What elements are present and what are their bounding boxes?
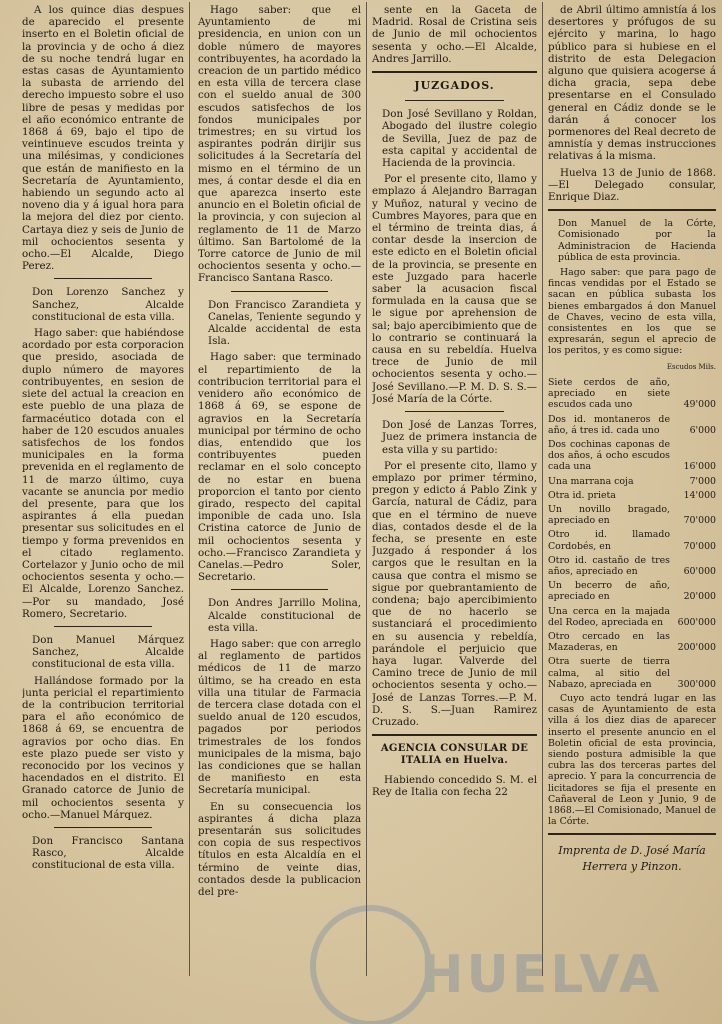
auction-item-description: Otra suerte de tierra calma, al sitio del Nabazo, apreciada en bbox=[548, 656, 670, 690]
printer-imprint bbox=[548, 843, 716, 875]
auction-item-description: Otro id. castaño de tres años, apreciado en bbox=[548, 554, 670, 577]
auction-item-description: Otro cercado en las Mazaderas, en bbox=[548, 630, 670, 654]
auction-item-value: 14'000 bbox=[683, 489, 716, 501]
notice-paragraph: Hago saber: que para pago de fincas vendidas por el Estado se sacan en pública subasta los bienes embargados á don Manuel de Chaves, vecino de esta villa, consistentes en los que se expresarán, segun el aprecio de los peritos, y es como sigue: bbox=[548, 267, 716, 357]
auction-item-row bbox=[548, 476, 716, 490]
auction-item-row bbox=[548, 490, 716, 504]
separator bbox=[405, 411, 504, 412]
separator bbox=[231, 589, 329, 590]
notice-paragraph: A los quince dias despues de aparecido el presente inserto en el Boletin oficial de la provincia y de ocho á diez de su noche tendrá lugar en estas casas de Ayuntamiento la subasta de arriendo del derecho impuesto sobre el uso libre de pesas y medidas por el año económico entrante de 1868 á 69, bajo el tipo de veintinueve escudos treinta y una milésimas, y condiciones que están de manifiesto en la Secretaría de Ayuntamiento, habiendo un segundo acto al noveno dia y á igual hora para la mejora del diez por ciento. Cartaya diez y seis de Junio de mil ochocientos sesenta y ocho.—El Alcalde, Diego Perez. bbox=[22, 4, 184, 273]
auction-item-value: 6'000 bbox=[689, 424, 716, 436]
separator bbox=[54, 827, 151, 828]
auction-item-row bbox=[548, 439, 716, 476]
agency-title: AGENCIA CONSULAR DE ITALIA en Huelva. bbox=[380, 743, 529, 767]
auction-item-description: Un becerro de año, apreciado en bbox=[548, 580, 670, 603]
auction-item-value: 7'000 bbox=[689, 475, 716, 487]
auction-item-row bbox=[548, 580, 716, 605]
separator bbox=[548, 209, 716, 211]
notice-paragraph: de Abril último amnistía á los desertores y prófugos de su ejército y marina, lo hago público para si hubiese en el distrito de esta Delegacion alguno que quisiera acogerse á dicha gracia, sepa debe presentarse en el Consulado general en Cádiz donde se le darán á conocer los pormenores del Real decreto de amnistía y demas instrucciones relativas á la misma. bbox=[548, 4, 716, 163]
notice-paragraph: Hago saber: que el Ayuntamiento de mi presidencia, en union con un doble número de mayores contribuyentes, ha acordado la creacion de un partido médico en esta villa de tercera clase con el sueldo anual de 300 escudos satisfechos de los fondos municipales por trimestres; en su virtud los aspirantes podrán dirijir sus solicitudes á la Secretaría del mismo en el término de un mes, á contar desde el dia en que aparezca inserto este anuncio en el Boletin oficial de la provincia, y con sujecion al reglamento de 11 de Marzo último. San Bartolomé de la Torre catorce de Junio de mil ochocientos sesenta y ocho.—Francisco Santana Rasco. bbox=[198, 4, 361, 285]
notice-paragraph: Cuyo acto tendrá lugar en las casas de Ayuntamiento de esta villa á los diez dias de aparecer inserto el presente anuncio en el Boletin oficial de esta provincia, siendo postura admisible la que cubra las dos terceras partes del aprecio. Y para la concurrencia de licitadores se fija el presente en Cañaveral de Leon y Junio, 9 de 1868.—El Comisionado, Manuel de la Córte. bbox=[548, 692, 716, 828]
auction-item-value: 20'000 bbox=[683, 591, 716, 603]
column-4 bbox=[548, 4, 716, 980]
notice-paragraph: sente en la Gaceta de Madrid. Rosal de Cristina seis de Junio de mil ochocientos sesenta y ocho.—El Alcalde, Andres Jarrillo. bbox=[372, 4, 537, 65]
units-header: Escudos Mils. bbox=[666, 362, 716, 371]
auction-item-value: 16'000 bbox=[683, 461, 716, 473]
auction-item-description: Una marrana coja bbox=[548, 475, 634, 487]
auction-item-value: 300'000 bbox=[677, 678, 716, 690]
separator bbox=[54, 626, 151, 627]
printer-imprint-line: Imprenta de D. José María bbox=[558, 844, 706, 858]
notice-paragraph: En su consecuencia los aspirantes á dicha plaza presentarán sus solicitudes con copia de sus respectivos títulos en esta Alcaldía en el término de veinte dias, contados desde la publicacion del pre- bbox=[198, 800, 361, 899]
printer-imprint-line: Herrera y Pinzon. bbox=[582, 860, 682, 874]
separator bbox=[372, 71, 537, 73]
auction-item-row bbox=[548, 631, 716, 656]
separator bbox=[548, 833, 716, 835]
column-rule bbox=[542, 2, 543, 976]
separator bbox=[54, 278, 151, 279]
notice-heading: Don José Sevillano y Roldan, Abogado del ilustre colegio de Sevilla, Juez de paz de esta capital y accidental de Hacienda de la provincia. bbox=[382, 108, 537, 170]
auction-item-value: 60'000 bbox=[683, 565, 716, 577]
separator bbox=[372, 734, 537, 736]
auction-item-value: 600'000 bbox=[677, 616, 716, 628]
column-3 bbox=[372, 4, 537, 980]
notice-heading: Don Andres Jarrillo Molina, Alcalde constitucional de esta villa. bbox=[208, 597, 361, 634]
auction-item-description: Una cerca en la majada del Rodeo, apreciada en bbox=[548, 605, 670, 628]
notice-paragraph: Por el presente cito, llamo y emplazo por primer término, pregon y edicto á Pablo Zink y García, natural de Cádiz, para que en el término de nueve dias, contados desde el de la fecha, se presente en este Juzgado á responder á los cargos que le resultan en la causa que contra el mismo se sigue por quebrantamiento de condena; bajo apercibimiento que de no hacerlo se sustanciará el procedimiento en su ausencia y rebeldía, parándole el perjuicio que haya lugar. Valverde del Camino trece de Junio de mil ochocientos sesenta y ocho.—José de Lanzas Torres.—P. M. D. S. S.—Juan Ramirez Cruzado. bbox=[372, 459, 537, 728]
notice-signature: Huelva 13 de Junio de 1868.—El Delegado consular, Enrique Diaz. bbox=[548, 166, 716, 204]
auction-item-description: Un novillo bragado, apreciado en bbox=[548, 503, 670, 527]
auction-item-row bbox=[548, 606, 716, 631]
auction-item-value: 200'000 bbox=[677, 642, 716, 654]
notice-heading: Don José de Lanzas Torres, Juez de primera instancia de esta villa y su partido: bbox=[382, 419, 537, 456]
column-1 bbox=[22, 4, 184, 980]
notice-paragraph: Hago saber: que habiéndose acordado por esta corporacion que presido, asociada de duplo número de mayores contribuyentes, en sesion de siete del actual la creacion en este pueblo de una plaza de farmacéutico dotada con el haber de 120 escudos anuales satisfechos de los fondos municipales en la forma prevenida en el reglamento de 11 de marzo último, cuya vacante se anuncia por medio del presente, para que los aspirantes á ella puedan presentar sus solicitudes en el tiempo y forma prevenidos en el citado reglamento. Cortelazor y Junio ocho de mil ochocientos sesenta y ocho.—El Alcalde, Lorenzo Sanchez.—Por su mandado, José Romero, Secretario. bbox=[22, 327, 184, 620]
notice-heading: Don Lorenzo Sanchez y Sanchez, Alcalde constitucional de esta villa. bbox=[32, 286, 184, 323]
auction-items-table bbox=[548, 377, 716, 693]
auction-item-row bbox=[548, 656, 716, 693]
auction-item-description: Otra id. prieta bbox=[548, 489, 616, 501]
notice-paragraph: Hallándose formado por la junta pericial el repartimiento de la contribucion territorial para el año económico de 1868 á 69, se encuentra de agravios por ocho dias. En este plazo puede ser visto y reconocido por los vecinos y hacendados en el distrito. El Granado catorce de Junio de mil ochocientos sesenta y ocho.—Manuel Márquez. bbox=[22, 674, 184, 821]
auction-item-description: Dos cochinas caponas de dos años, á ocho escudos cada una bbox=[548, 438, 670, 473]
auction-item-row bbox=[548, 377, 716, 414]
watermark-text: HUELVA bbox=[420, 945, 663, 1005]
auction-item-description: Siete cerdos de año, apreciado en siete escudos cada uno bbox=[548, 376, 670, 411]
notice-heading: Don Francisco Santana Rasco, Alcalde constitucional de esta villa. bbox=[32, 835, 184, 872]
auction-item-value: 49'000 bbox=[683, 399, 716, 411]
notice-paragraph: Hago saber: que terminado el repartimiento de la contribucion territorial para el venidero año económico de 1868 á 69, se espone de agravios en la Secretaría municipal por término de ocho dias, entendido que los contribuyentes pueden reclamar en el solo concepto de no estar en buena proporcion el tanto por ciento girado, respecto del capital imponible de cada uno. Isla Cristina catorce de Junio de mil ochocientos sesenta y ocho.—Francisco Zarandieta y Canelas.—Pedro Soler, Secretario. bbox=[198, 351, 361, 584]
auction-item-description: Dos id. montaneros de año, á tres id. cada uno bbox=[548, 413, 670, 436]
column-2 bbox=[198, 4, 361, 980]
auction-item-value: 70'000 bbox=[683, 515, 716, 527]
auction-item-row bbox=[548, 529, 716, 554]
column-rule bbox=[366, 2, 367, 976]
notice-heading: Don Francisco Zarandieta y Canelas, Teniente segundo y Alcalde accidental de esta Isla. bbox=[208, 298, 361, 348]
column-rule bbox=[189, 2, 190, 976]
section-title: JUZGADOS. bbox=[414, 79, 495, 93]
auction-item-description: Otro id. llamado Cordobés, en bbox=[548, 529, 670, 552]
separator bbox=[231, 291, 329, 292]
separator bbox=[405, 100, 504, 101]
notice-heading: Don Manuel Márquez Sanchez, Alcalde constitucional de esta villa. bbox=[32, 633, 184, 671]
notice-paragraph: Hago saber: que con arreglo al reglamento de partidos médicos de 11 de marzo último, se ha creado en esta villa una titular de Farmacia de tercera clase dotada con el sueldo anual de 120 escudos, pagados por periodos trimestrales de los fondos municipales de la misma, bajo las condiciones que se hallan de manifiesto en esta Secretaría municipal. bbox=[198, 637, 361, 797]
auction-item-row bbox=[548, 504, 716, 529]
auction-item-value: 70'000 bbox=[683, 540, 716, 552]
notice-paragraph: Habiendo concedido S. M. el Rey de Italia con fecha 22 bbox=[372, 773, 537, 798]
auction-item-row bbox=[548, 414, 716, 439]
notice-heading: Don Manuel de la Córte, Comisionado por la Administracion de Hacienda pública de esta provincia. bbox=[558, 218, 716, 263]
notice-paragraph: Por el presente cito, llamo y emplazo á Alejandro Barragan y Muñoz, natural y vecino de Cumbres Mayores, para que en el término de treinta dias, á contar desde la insercion de este edicto en el Boletin oficial de la provincia, se presente en este Juzgado para hacerle saber la acusacion fiscal formulada en la causa que se le sigue por aprehension de sal; bajo apercibimiento que de lo contrario se continuará la causa en su rebeldía. Huelva trece de Junio de mil ochocientos sesenta y ocho.—José Sevillano.—P. M. D. S. S.—José María de la Córte. bbox=[372, 173, 537, 405]
auction-item-row bbox=[548, 555, 716, 580]
